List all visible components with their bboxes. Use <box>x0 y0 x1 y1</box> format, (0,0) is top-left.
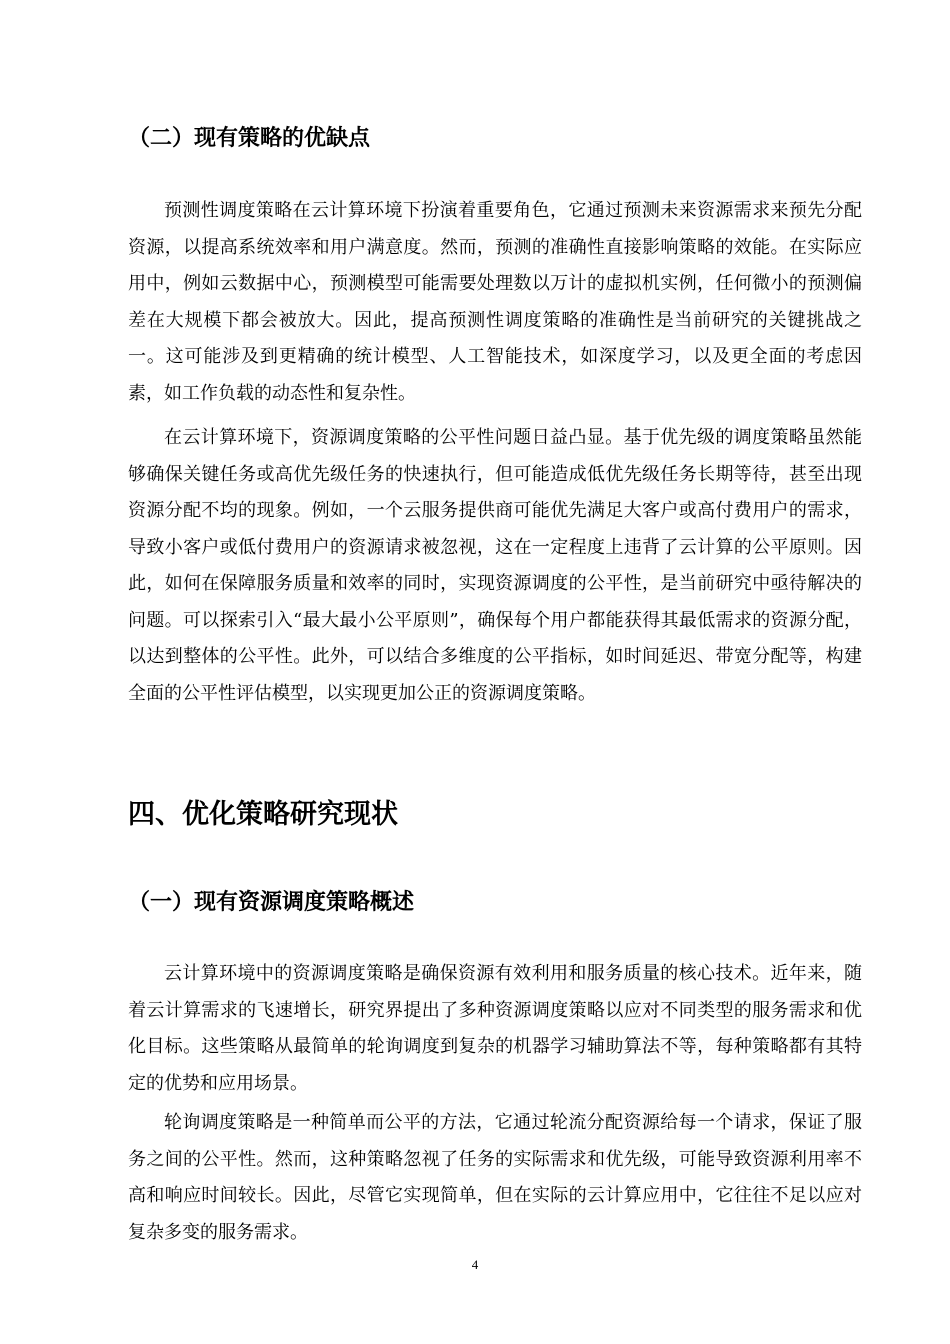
paragraph-round-robin: 轮询调度策略是一种简单而公平的方法，它通过轮流分配资源给每一个请求，保证了服务之间的公平性。然而，这种策略忽视了任务的实际需求和优先级，可能导致资源利用率不高和响应时间较长。因此，尽管它实现简单，但在实际的云计算应用中，它往往不足以应对复杂多变的服务需求。 <box>128 1112 862 1243</box>
paragraph-predictive-scheduling: 预测性调度策略在云计算环境下扮演着重要角色，它通过预测未来资源需求来预先分配资源，以提高系统效率和用户满意度。然而，预测的准确性直接影响策略的效能。在实际应用中，例如云数据中心，预测模型可能需要处理数以万计的虚拟机实例，任何微小的预测偏差在大规模下都会被放大。因此，提高预测性调度策略的准确性是当前研究的关键挑战之一。这可能涉及到更精确的统计模型、人工智能技术，如深度学习，以及更全面的考虑因素，如工作负载的动态性和复杂性。 <box>128 200 862 404</box>
section-heading-pros-cons: （二）现有策略的优缺点 <box>128 126 371 151</box>
paragraph-fairness: 在云计算环境下，资源调度策略的公平性问题日益凸显。基于优先级的调度策略虽然能够确保关键任务或高优先级任务的快速执行，但可能造成低优先级任务长期等待，甚至出现资源分配不均的现象。例如，一个云服务提供商可能优先满足大客户或高付费用户的需求，导致小客户或低付费用户的资源请求被忽视，这在一定程度上违背了云计算的公平原则。因此，如何在保障服务质量和效率的同时，实现资源调度的公平性，是当前研究中亟待解决的问题。可以探索引入“最大最小公平原则”，确保每个用户都能获得其最低需求的资源分配，以达到整体的公平性。此外，可以结合多维度的公平指标，如时间延迟、带宽分配等，构建全面的公平性评估模型，以实现更加公正的资源调度策略。 <box>128 427 862 704</box>
page-number: 4 <box>471 1257 479 1272</box>
section-heading-overview: （一）现有资源调度策略概述 <box>128 890 415 915</box>
chapter-heading: 四、优化策略研究现状 <box>128 799 398 830</box>
paragraph-scheduling-overview: 云计算环境中的资源调度策略是确保资源有效利用和服务质量的核心技术。近年来，随着云计算需求的飞速增长，研究界提出了多种资源调度策略以应对不同类型的服务需求和优化目标。这些策略从最简单的轮询调度到复杂的机器学习辅助算法不等，每种策略都有其特定的优势和应用场景。 <box>128 963 862 1094</box>
